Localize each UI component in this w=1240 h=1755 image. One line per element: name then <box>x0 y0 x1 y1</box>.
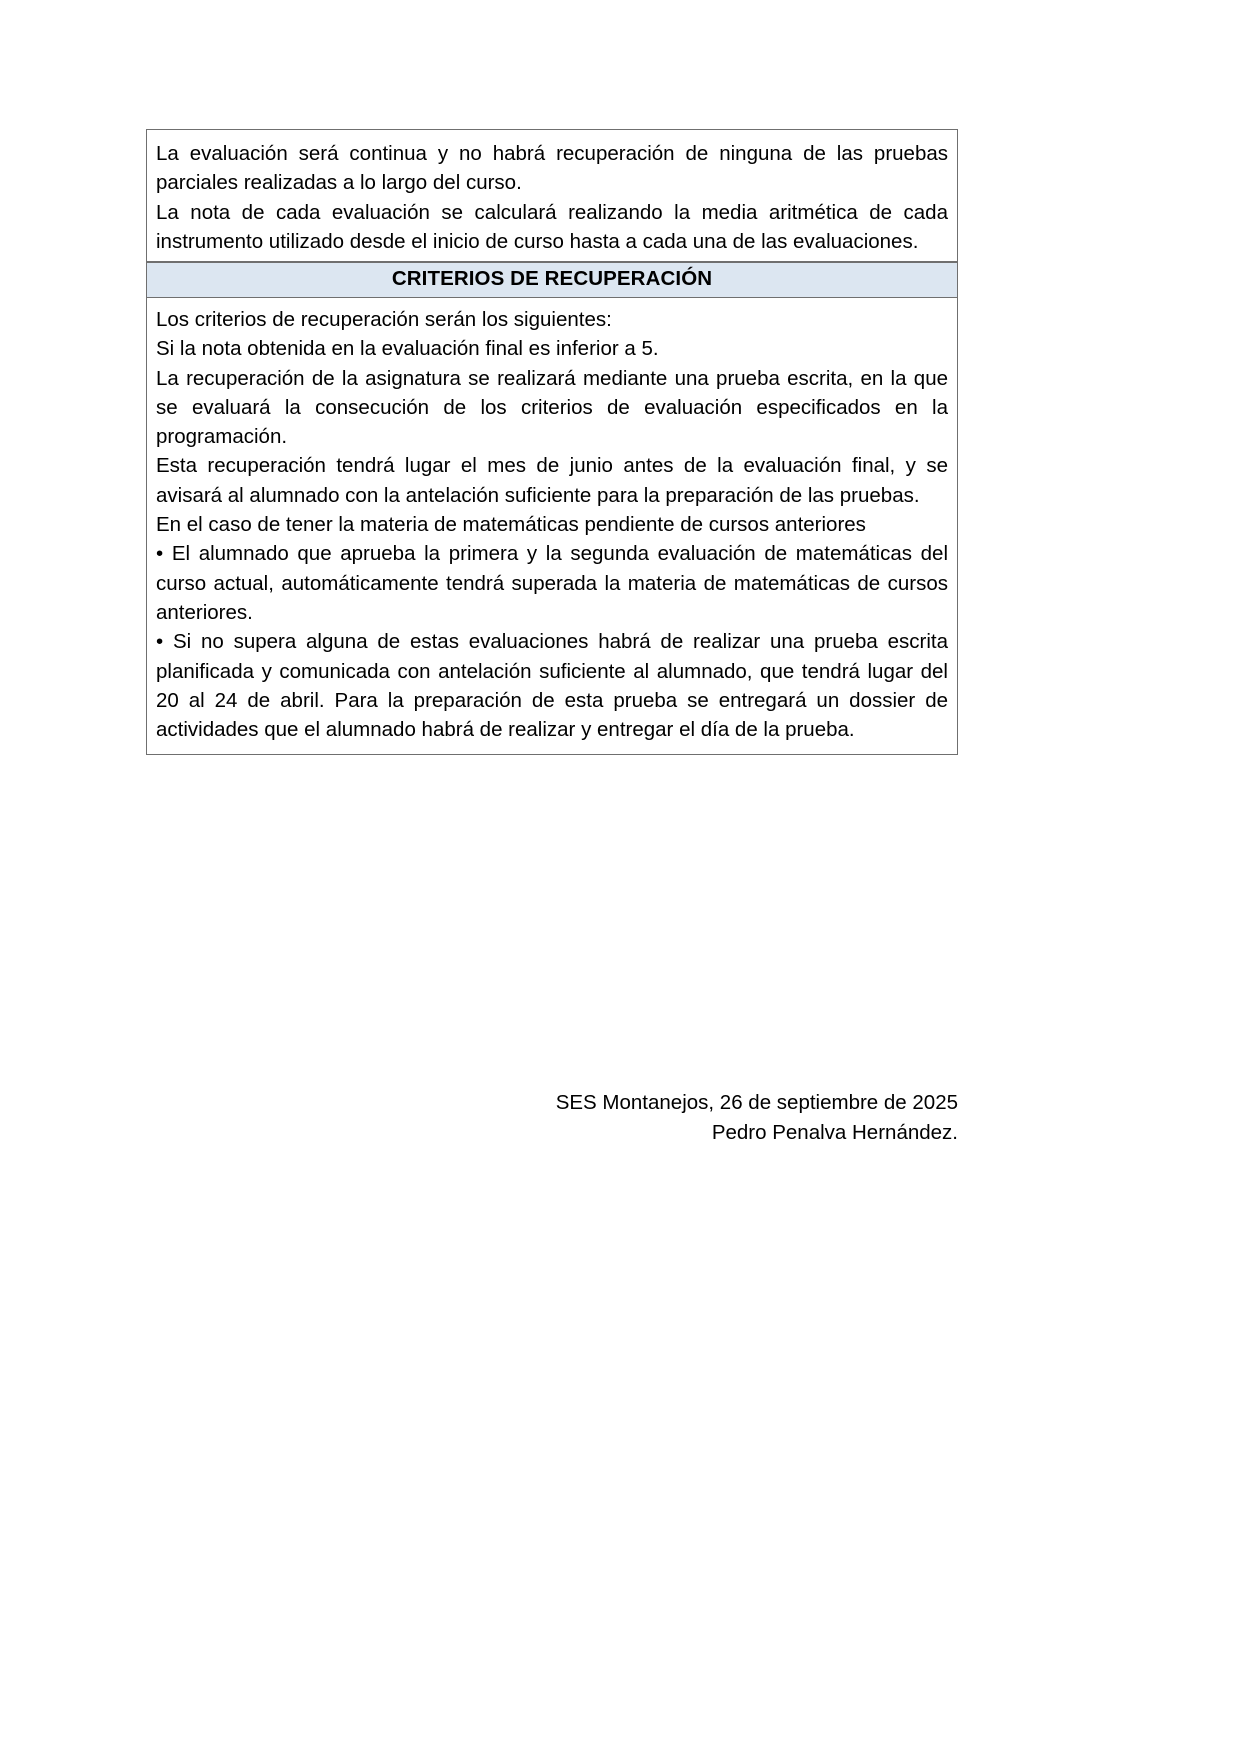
body-paragraph-4: Esta recuperación tendrá lugar el mes de junio antes de la evaluación final, y se avisará al alumnado con la antelación suficiente para la preparación de las pruebas. <box>156 454 948 507</box>
bullet-item-2: • Si no supera alguna de estas evaluaciones habrá de realizar una prueba escrita planificada y comunicada con antelación suficiente al alumnado, que tendrá lugar del 20 al 24 de abril. Para la preparación de esta prueba se entregará un dossier de actividades que el alumnado habrá de realizar y entregar el día de la prueba. <box>156 630 948 742</box>
body-paragraph-2: Si la nota obtenida en la evaluación final es inferior a 5. <box>156 337 659 361</box>
section-title: CRITERIOS DE RECUPERACIÓN <box>391 267 713 291</box>
intro-paragraph-2: La nota de cada evaluación se calculará realizando la media aritmética de cada instrumento utilizado desde el inicio de curso hasta a cada una de las evaluaciones. <box>156 200 948 253</box>
body-paragraph-1: Los criterios de recuperación serán los siguientes: <box>156 307 612 331</box>
body-paragraph-3: La recuperación de la asignatura se realizará mediante una prueba escrita, en la que se evaluará la consecución de los criterios de evaluación especificados en la programación. <box>156 366 948 449</box>
intro-paragraph-1: La evaluación será continua y no habrá recuperación de ninguna de las pruebas parciales realizadas a lo largo del curso. <box>156 142 948 195</box>
criteria-table <box>146 129 958 755</box>
signature-author: Pedro Penalva Hernández. <box>711 1120 958 1144</box>
body-paragraph-5: En el caso de tener la materia de matemáticas pendiente de cursos anteriores <box>156 513 866 537</box>
signature-place-date: SES Montanejos, 26 de septiembre de 2025 <box>555 1091 958 1114</box>
section-header-cell <box>147 262 957 298</box>
bullet-item-1: • El alumnado que aprueba la primera y la segunda evaluación de matemáticas del curso actual, automáticamente tendrá superada la materia de matemáticas de cursos anteriores. <box>156 542 948 624</box>
signature-block <box>146 1088 958 1147</box>
recovery-criteria-cell <box>147 298 957 754</box>
intro-cell <box>147 130 957 262</box>
